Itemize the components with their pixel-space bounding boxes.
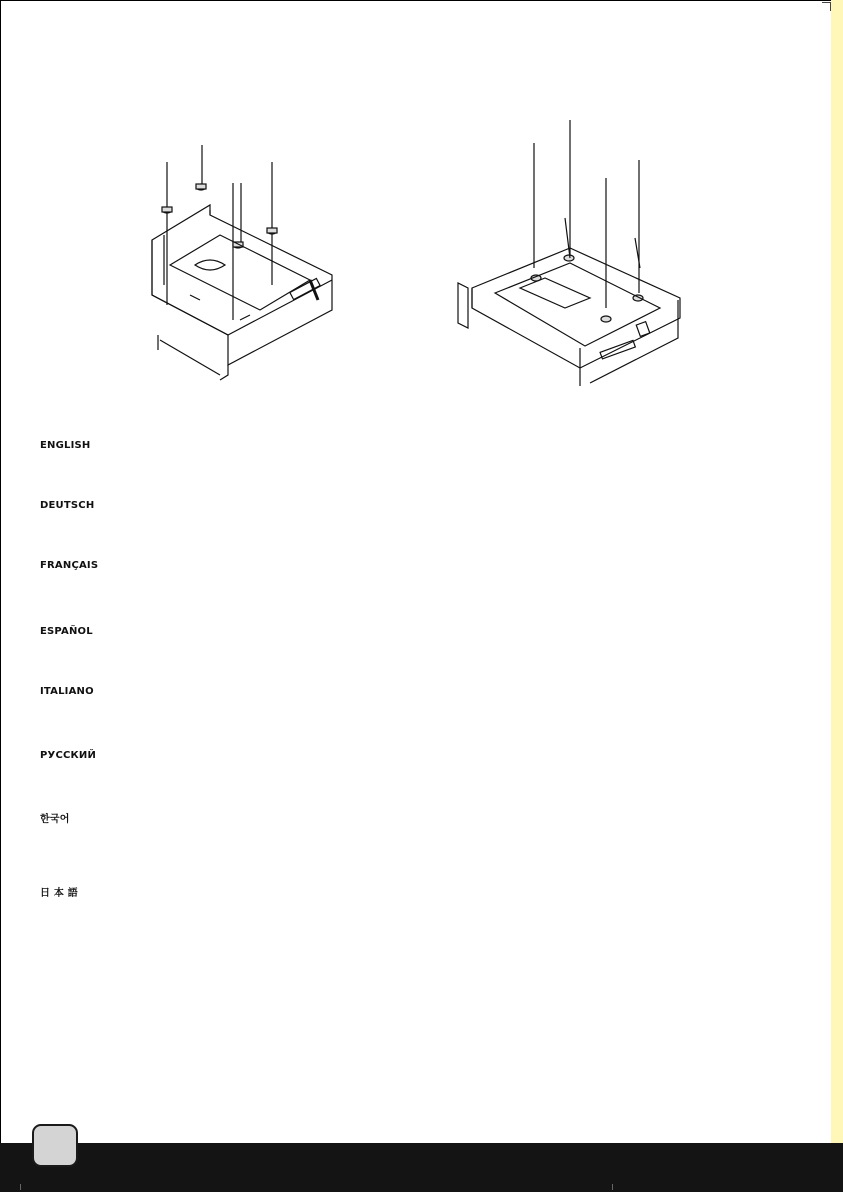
language-label-espanol: ESPAÑOL	[40, 626, 93, 637]
page-number-badge	[32, 1124, 78, 1167]
drive-cage-screws-top-icon	[140, 135, 360, 385]
page-border-top	[0, 0, 843, 1]
language-label-francais: FRANÇAIS	[40, 560, 99, 571]
language-label-russian: РУССКИЙ	[40, 750, 97, 761]
language-label-italiano: ITALIANO	[40, 686, 94, 697]
language-label-deutsch: DEUTSCH	[40, 500, 95, 511]
side-accent-strip	[831, 0, 843, 1143]
language-label-korean: 한국어	[40, 814, 70, 825]
page-border-left	[0, 0, 1, 1192]
footer-bar	[0, 1143, 843, 1192]
drive-cage-screws-bottom-icon	[450, 118, 690, 393]
language-label-japanese: 日 本 語	[40, 888, 78, 899]
crop-mark	[822, 2, 831, 11]
crop-mark	[612, 1184, 613, 1190]
crop-mark	[20, 1184, 21, 1190]
language-label-english: ENGLISH	[40, 440, 91, 451]
